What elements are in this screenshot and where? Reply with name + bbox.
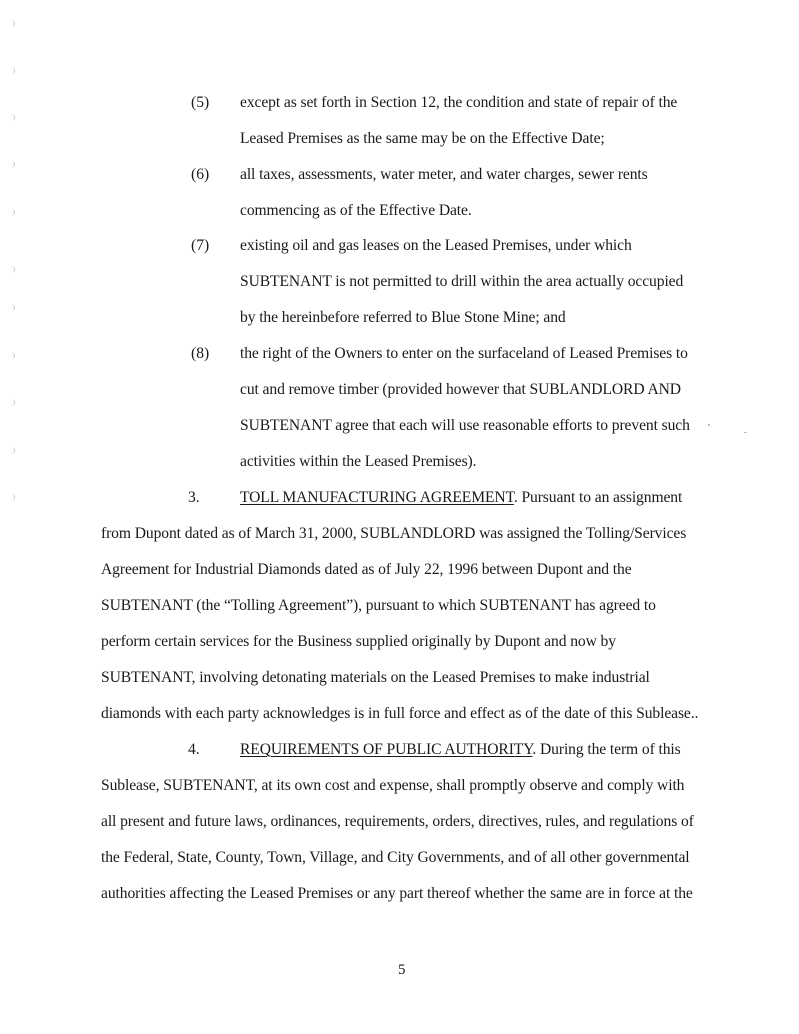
section-text-line: diamonds with each party acknowledges is in full force and effect as of the date of this Sublease.. (101, 705, 699, 722)
scan-speck (744, 432, 747, 433)
item-text-line: existing oil and gas leases on the Leased Premises, under which (240, 237, 632, 254)
item-text-line: SUBTENANT is not permitted to drill within the area actually occupied (240, 273, 684, 290)
binder-mark (10, 494, 15, 501)
section-number: 4. (188, 741, 200, 758)
section-heading-line (240, 489, 682, 507)
section-number: 3. (188, 489, 200, 506)
item-text-line: except as set forth in Section 12, the condition and state of repair of the (240, 94, 678, 111)
item-number: (6) (191, 166, 210, 183)
scan-speck (708, 424, 710, 426)
section-heading: TOLL MANUFACTURING AGREEMENT (240, 489, 514, 506)
binder-mark (10, 20, 15, 27)
section-text-line: from Dupont dated as of March 31, 2000, SUBLANDLORD was assigned the Tolling/Services (101, 525, 687, 542)
page-number: 5 (398, 962, 406, 978)
binder-mark (10, 304, 15, 311)
section-heading: REQUIREMENTS OF PUBLIC AUTHORITY (240, 741, 533, 758)
item-text-line: activities within the Leased Premises). (240, 453, 477, 470)
item-text-line: all taxes, assessments, water meter, and water charges, sewer rents (240, 166, 648, 183)
item-text-line: SUBTENANT agree that each will use reasonable efforts to prevent such (240, 417, 690, 434)
section-heading-line (240, 741, 681, 759)
section-text-line: the Federal, State, County, Town, Village, and City Governments, and of all other governmental (101, 849, 690, 866)
binder-mark (10, 399, 15, 406)
section-text-line: authorities affecting the Leased Premises or any part thereof whether the same are in force at the (101, 885, 693, 902)
section-text: . During the term of this (532, 741, 681, 758)
binder-mark (10, 352, 15, 359)
section-text: . Pursuant to an assignment (513, 489, 683, 506)
binder-mark (10, 447, 15, 454)
item-number: (8) (191, 345, 210, 362)
item-text-line: the right of the Owners to enter on the surfaceland of Leased Premises to (240, 345, 688, 362)
section-text-line: SUBTENANT, involving detonating materials on the Leased Premises to make industrial (101, 669, 650, 686)
binder-mark (10, 114, 15, 121)
section-text-line: all present and future laws, ordinances, requirements, orders, directives, rules, and regulations of (101, 813, 694, 830)
item-text-line: by the hereinbefore referred to Blue Stone Mine; and (240, 309, 566, 326)
section-text-line: perform certain services for the Business supplied originally by Dupont and now by (101, 633, 616, 650)
item-text-line: Leased Premises as the same may be on the Effective Date; (240, 130, 605, 147)
item-number: (5) (191, 94, 210, 111)
section-text-line: Agreement for Industrial Diamonds dated as of July 22, 1996 between Dupont and the (101, 561, 632, 578)
binder-mark (10, 161, 15, 168)
section-text-line: Sublease, SUBTENANT, at its own cost and expense, shall promptly observe and comply with (101, 777, 685, 794)
section-text-line: SUBTENANT (the “Tolling Agreement”), pursuant to which SUBTENANT has agreed to (101, 597, 656, 614)
binder-mark (10, 266, 15, 273)
binder-mark (10, 67, 15, 74)
binder-mark (10, 209, 15, 216)
item-number: (7) (191, 237, 210, 254)
item-text-line: commencing as of the Effective Date. (240, 202, 472, 219)
item-text-line: cut and remove timber (provided however that SUBLANDLORD AND (240, 381, 681, 398)
